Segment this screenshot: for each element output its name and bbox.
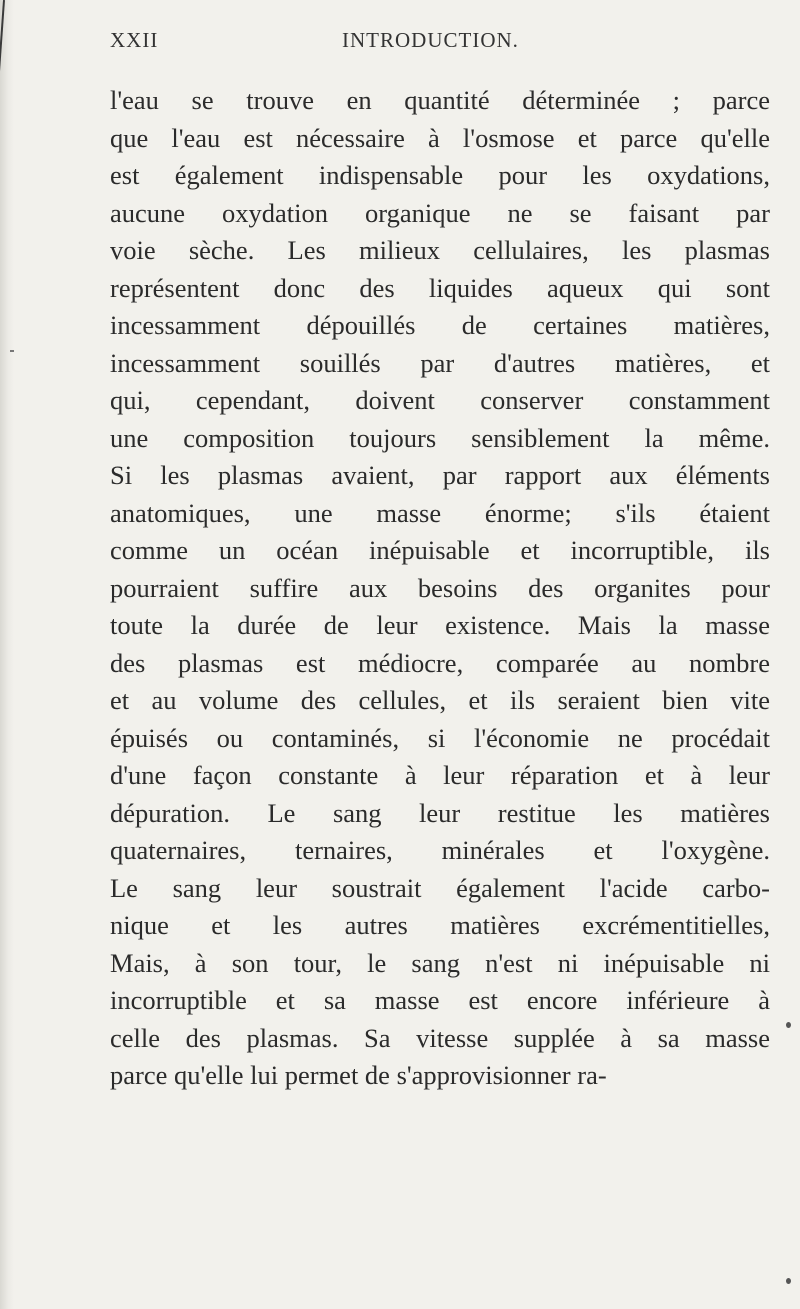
text-line: Si les plasmas avaient, par rapport aux éléments [110,460,770,490]
text-line: une composition toujours sensiblement la même. [110,422,770,453]
page-gutter-shadow [0,0,14,1309]
text-line: dépuration. Le sang leur restitue les matières [110,797,770,828]
text-line: Le sang leur soustrait également l'acide carbo- [110,872,770,903]
text-line: représentent donc des liquides aqueux qui sont [110,272,770,303]
text-line: toute la durée de leur existence. Mais la masse [110,610,770,640]
ink-speck [786,1278,791,1284]
text-line: et au volume des cellules, et ils seraient bien vite [110,685,770,715]
text-line: épuisés ou contaminés, si l'économie ne procédait [110,722,770,753]
text-line: d'une façon constante à leur réparation et à leur [110,760,770,790]
text-line: anatomiques, une masse énorme; s'ils étaient [110,497,770,528]
running-head: INTRODUCTION. [342,28,519,52]
text-line: quaternaires, ternaires, minérales et l'oxygène. [110,835,770,865]
text-line: incessamment souillés par d'autres matières, et [110,347,770,378]
text-line: voie sèche. Les milieux cellulaires, les plasmas [110,235,770,265]
text-line: aucune oxydation organique ne se faisant par [110,197,770,228]
text-line: incessamment dépouillés de certaines matières, [110,310,770,340]
text-line: des plasmas est médiocre, comparée au nombre [110,647,770,678]
text-line: celle des plasmas. Sa vitesse supplée à sa masse [110,1022,770,1053]
ink-speck [786,1022,791,1028]
page-header [110,28,750,58]
page-number: XXII [110,28,159,52]
text-line: incorruptible et sa masse est encore inférieure à [110,985,770,1015]
text-line: est également indispensable pour les oxydations, [110,160,770,190]
text-line: comme un océan inépuisable et incorruptible, ils [110,535,770,565]
text-line: qui, cependant, doivent conserver constamment [110,385,770,415]
text-line: pourraient suffire aux besoins des organites pour [110,572,770,603]
text-line: l'eau se trouve en quantité déterminée ; parce [110,85,770,115]
text-line: parce qu'elle lui permet de s'approvisionner ra- [110,1060,607,1090]
text-line: nique et les autres matières excrémentitielles, [110,910,770,940]
text-line: que l'eau est nécessaire à l'osmose et parce qu'elle [110,122,770,153]
text-line: Mais, à son tour, le sang n'est ni inépuisable ni [110,947,770,978]
ink-speck [10,350,14,352]
body-paragraph [110,82,770,1095]
